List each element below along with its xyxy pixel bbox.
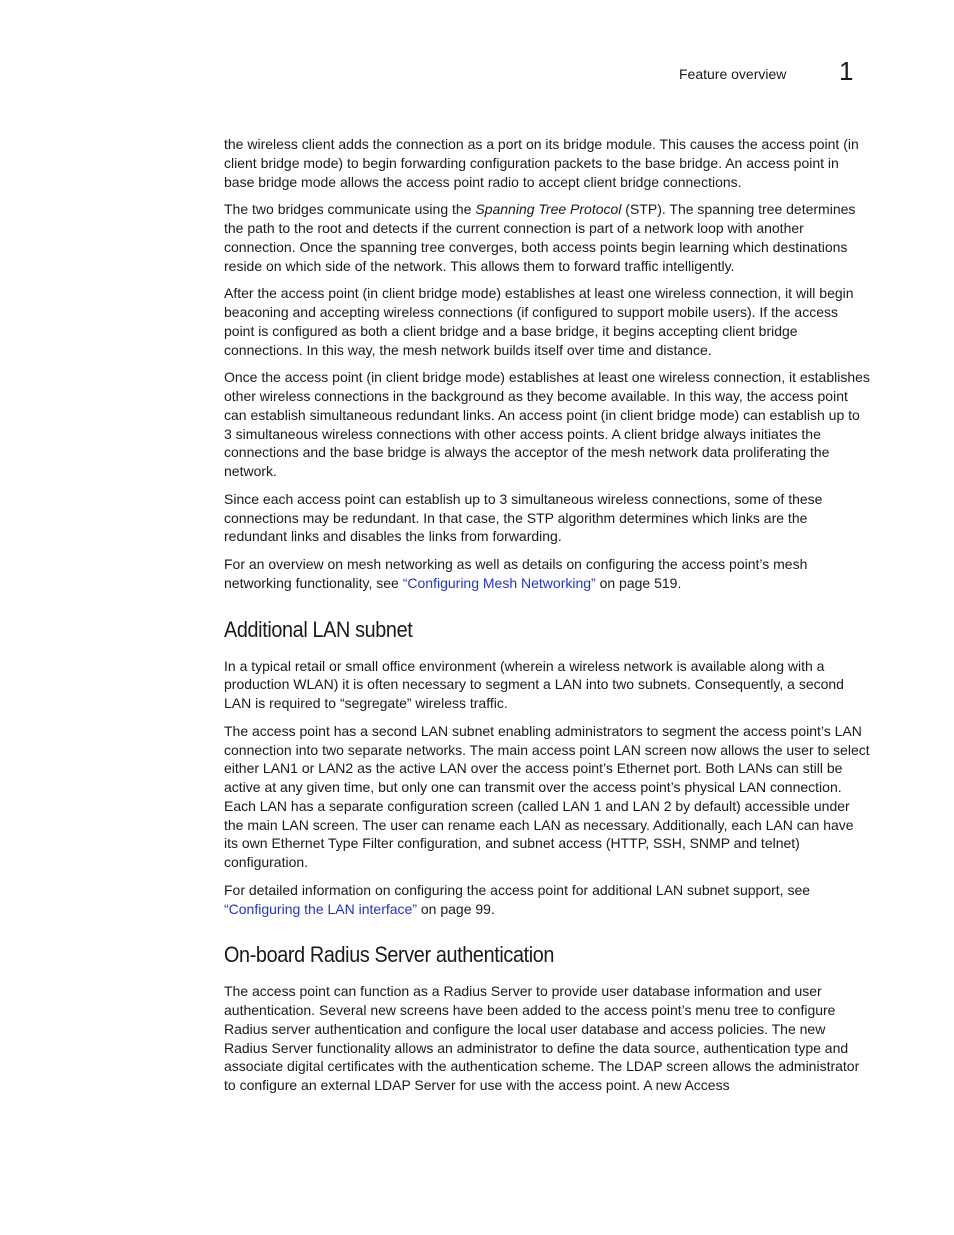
page-body	[224, 135, 870, 1104]
link-configuring-lan-interface[interactable]: “Configuring the LAN interface”	[224, 900, 417, 917]
paragraph: the wireless client adds the connection as a port on its bridge module. This causes the access point (in client bridge mode) to begin forwarding configuration packets to the base bridge. An access point in base bridge mode allows the access point radio to accept client bridge connections.	[224, 136, 859, 190]
paragraph: The two bridges communicate using the Spanning Tree Protocol (STP). The spanning tree determines the path to the root and detects if the current connection is part of a network loop with another connection. Once the spanning tree converges, both access points begin learning which destinations reside on which side of the network. This allows them to forward traffic intelligently.	[224, 201, 856, 274]
heading-onboard-radius-server: On-board Radius Server authentication	[224, 942, 555, 968]
heading-additional-lan-subnet: Additional LAN subnet	[224, 616, 413, 642]
running-header	[0, 58, 954, 94]
paragraph: The access point can function as a Radius Server to provide user database information and user authentication. Several new screens have been added to the access point’s menu tree to configure Radius server authentication and configure the local user database and access policies. The new Radius Server functionality allows an administrator to define the data source, authentication type and associate digital certificates with the authentication scheme. The LDAP screen allows the administrator to configure an external LDAP Server for use with the access point. A new Access	[224, 983, 860, 1093]
paragraph: In a typical retail or small office environment (wherein a wireless network is available along with a production WLAN) it is often necessary to segment a LAN into two subnets. Consequently, a second LAN is required to “segregate” wireless traffic.	[224, 657, 844, 711]
paragraph: The access point has a second LAN subnet enabling administrators to segment the access point’s LAN connection into two separate networks. The main access point LAN screen now allows the user to select either LAN1 or LAN2 as the active LAN over the access point’s Ethernet port. Both LANs can still be active at any given time, but only one can transmit over the access point’s physical LAN connection. Each LAN has a separate configuration screen (called LAN 1 and LAN 2 by default) accessible under the main LAN screen. The user can rename each LAN as necessary. Additionally, each LAN can have its own Ethernet Type Filter configuration, and subnet access (HTTP, SSH, SNMP and telnet) configuration.	[224, 722, 870, 870]
paragraph: After the access point (in client bridge mode) establishes at least one wireless connection, it will begin beaconing and accepting wireless connections (if configured to support mobile users). If the access point is configured as both a client bridge and a base bridge, it begins accepting client bridge connections. In this way, the mesh network builds itself over time and distance.	[224, 285, 854, 358]
paragraph: Once the access point (in client bridge mode) establishes at least one wireless connection, it establishes other wireless connections in the background as they become available. In this way, the access point can establish simultaneous redundant links. An access point (in client bridge mode) can establish up to 3 simultaneous wireless connections with other access points. A client bridge always initiates the connections and the base bridge is always the acceptor of the mesh network data proliferating the network.	[224, 369, 870, 479]
link-configuring-mesh-networking[interactable]: “Configuring Mesh Networking”	[402, 574, 596, 591]
paragraph: Since each access point can establish up to 3 simultaneous wireless connections, some of these connections may be redundant. In that case, the STP algorithm determines which links are the redundant links and disables the links from forwarding.	[224, 490, 823, 545]
term-emphasis: Spanning Tree Protocol	[475, 201, 622, 218]
chapter-number: 1	[839, 56, 854, 86]
paragraph: For detailed information on configuring the access point for additional LAN subnet support, see “Configuring the LAN interface” on page 99.	[224, 881, 811, 917]
paragraph: For an overview on mesh networking as well as details on configuring the access point’s mesh networking functionality, see “Configuring Mesh Networking” on page 519.	[224, 556, 808, 591]
running-section-title: Feature overview	[679, 66, 787, 82]
